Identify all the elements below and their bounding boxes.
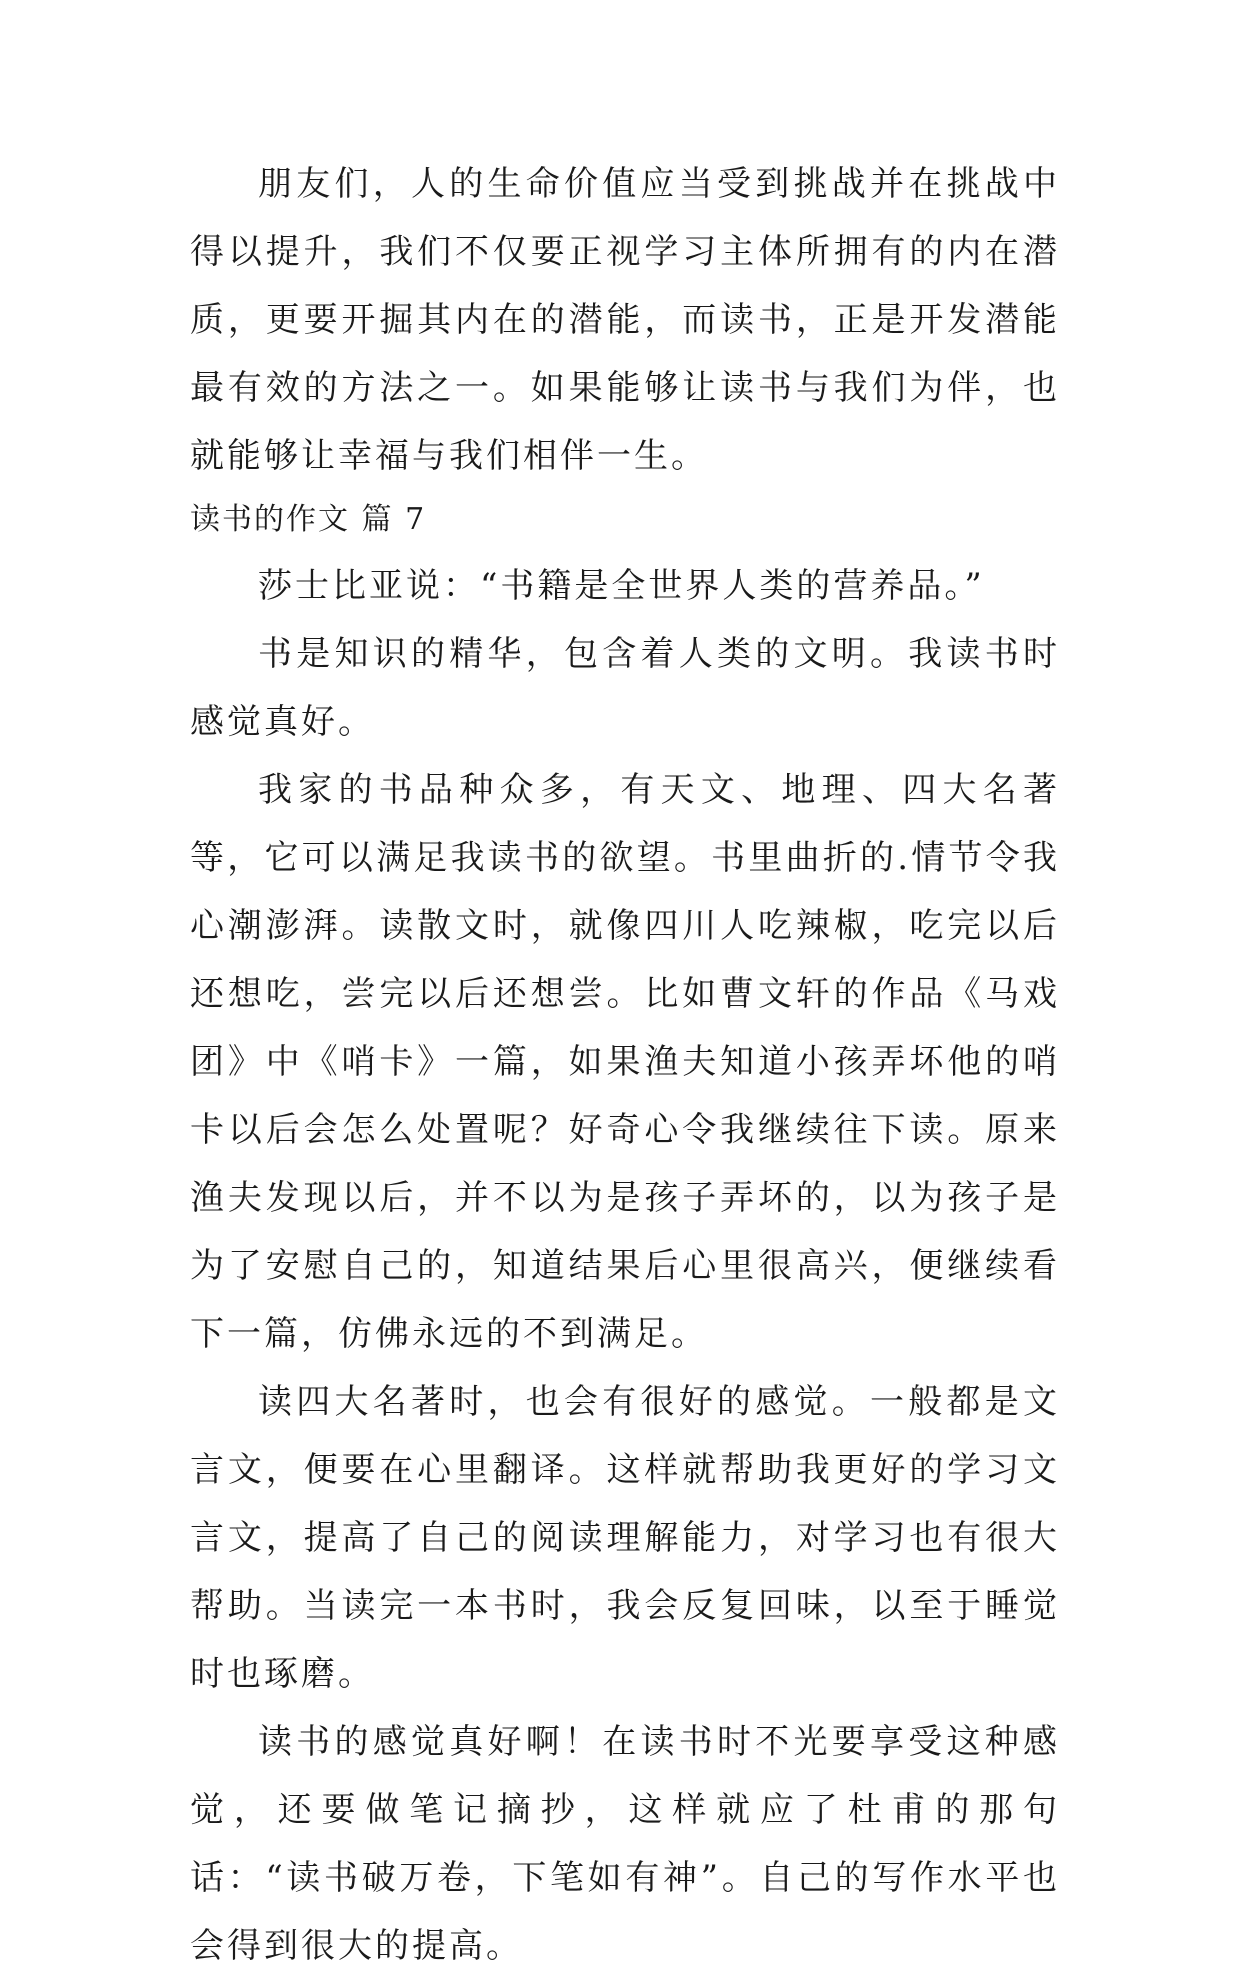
paragraph-5: 读书的感觉真好啊！在读书时不光要享受这种感觉，还要做笔记摘抄，这样就应了杜甫的那句话：“读书破万卷，下笔如有神”。自己的写作水平也会得到很大的提高。 (190, 1722, 1060, 1966)
paragraph-1: 莎士比亚说：“书籍是全世界人类的营养品。” (258, 566, 985, 606)
document-page (190, 150, 1060, 1980)
section-title: 读书的作文 篇 7 (190, 502, 427, 537)
intro-paragraph: 朋友们，人的生命价值应当受到挑战并在挑战中得以提升，我们不仅要正视学习主体所拥有的内在潜质，更要开掘其内在的潜能，而读书，正是开发潜能最有效的方法之一。如果能够让读书与我们为伴，也就能够让幸福与我们相伴一生。 (190, 164, 1060, 476)
paragraph-3: 我家的书品种众多，有天文、地理、四大名著等，它可以满足我读书的欲望。书里曲折的.情节令我心潮澎湃。读散文时，就像四川人吃辣椒，吃完以后还想吃，尝完以后还想尝。比如曹文轩的作品《马戏团》中《哨卡》一篇，如果渔夫知道小孩弄坏他的哨卡以后会怎么处置呢？好奇心令我继续往下读。原来渔夫发现以后，并不以为是孩子弄坏的，以为孩子是为了安慰自己的，知道结果后心里很高兴，便继续看下一篇，仿佛永远的不到满足。 (190, 770, 1060, 1354)
paragraph-2: 书是知识的精华，包含着人类的文明。我读书时感觉真好。 (190, 634, 1060, 742)
paragraph-4: 读四大名著时，也会有很好的感觉。一般都是文言文，便要在心里翻译。这样就帮助我更好的学习文言文，提高了自己的阅读理解能力，对学习也有很大帮助。当读完一本书时，我会反复回味，以至于睡觉时也琢磨。 (190, 1382, 1060, 1694)
